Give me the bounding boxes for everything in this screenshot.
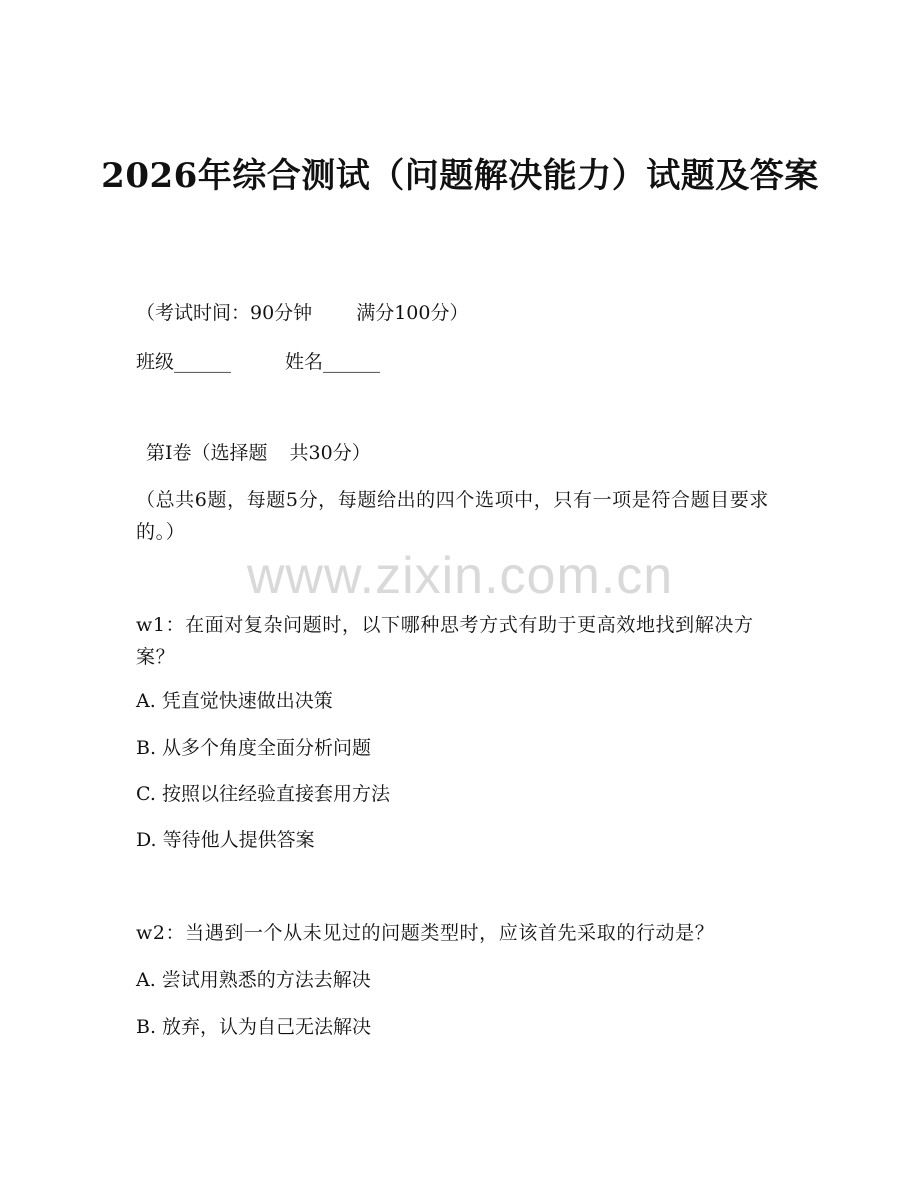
question-2-option-b: B. 放弃，认为自己无法解决 bbox=[136, 1016, 372, 1038]
question-1-option-b: B. 从多个角度全面分析问题 bbox=[136, 737, 372, 759]
question-1-stem: w1：在面对复杂问题时，以下哪种思考方式有助于更高效地找到解决方案？ bbox=[136, 614, 754, 668]
section-instructions: （总共6题，每题5分，每题给出的四个选项中，只有一项是符合题目要求的。） bbox=[136, 489, 769, 543]
name-field-label: 姓名______ bbox=[285, 351, 381, 373]
question-1-option-a: A. 凭直觉快速做出决策 bbox=[136, 690, 333, 712]
question-2-stem: w2：当遇到一个从未见过的问题类型时，应该首先采取的行动是？ bbox=[136, 922, 715, 944]
class-field-label: 班级______ bbox=[136, 351, 232, 373]
question-1-option-c: C. 按照以往经验直接套用方法 bbox=[136, 783, 390, 805]
exam-time: （考试时间：90分钟 bbox=[136, 302, 313, 324]
exam-full-score: 满分100分） bbox=[356, 302, 469, 324]
document-title: 2026年综合测试（问题解决能力）试题及答案 bbox=[101, 156, 819, 196]
section-points: 共30分） bbox=[289, 442, 371, 464]
exam-info-line bbox=[136, 297, 468, 329]
question-1-option-d: D. 等待他人提供答案 bbox=[136, 829, 315, 851]
student-info-line bbox=[136, 346, 380, 378]
section-heading bbox=[146, 437, 371, 469]
question-2-option-a: A. 尝试用熟悉的方法去解决 bbox=[136, 969, 371, 991]
watermark: www.zixin.com.cn bbox=[246, 547, 674, 605]
section-title: 第Ⅰ卷（选择题 bbox=[146, 442, 268, 464]
